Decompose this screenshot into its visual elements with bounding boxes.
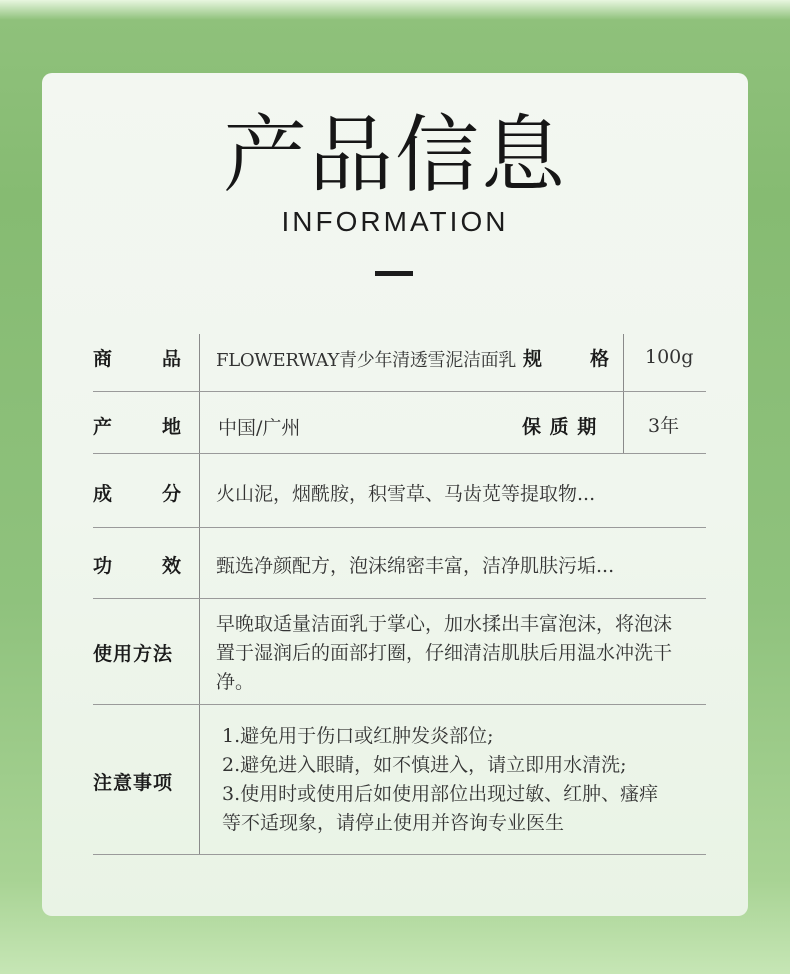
info-table	[93, 334, 706, 855]
row-divider	[199, 334, 200, 391]
ingredients-value: 火山泥，烟酰胺，积雪草、马齿苋等提取物...	[216, 483, 596, 505]
row-divider	[199, 454, 200, 527]
title-divider	[375, 271, 413, 276]
row-divider	[199, 392, 200, 453]
usage-value	[216, 610, 672, 697]
label-efficacy: 功 效	[93, 555, 181, 577]
row-divider	[199, 599, 200, 704]
shelf-life-value: 3年	[648, 415, 680, 437]
usage-line: 早晚取适量洁面乳于掌心，加水揉出丰富泡沫，将泡沫	[216, 613, 673, 635]
table-row-ingredients	[93, 454, 706, 528]
row-divider	[623, 334, 624, 391]
label-origin: 产 地	[93, 416, 181, 438]
row-divider	[199, 705, 200, 854]
page-title: 产品信息	[222, 106, 567, 204]
page-subtitle: INFORMATION	[281, 206, 509, 237]
table-row-product	[93, 334, 706, 392]
table-row-origin	[93, 392, 706, 454]
table-row-notes	[93, 705, 706, 855]
label-spec: 规 格	[523, 348, 609, 370]
notes-line: 2.避免进入眼睛，如不慎进入，请立即用水清洗;	[222, 754, 627, 776]
table-row-usage	[93, 599, 706, 705]
label-notes: 注意事项	[93, 772, 174, 794]
label-product: 商 品	[93, 348, 181, 370]
notes-line: 3.使用时或使用后如使用部位出现过敏、红肿、瘙痒	[222, 783, 659, 805]
notes-line: 1.避免用于伤口或红肿发炎部位;	[222, 725, 494, 747]
info-card	[42, 73, 748, 916]
label-ingredients: 成 分	[93, 483, 181, 505]
usage-line: 净。	[216, 671, 255, 693]
table-row-efficacy	[93, 528, 706, 599]
spec-value: 100g	[645, 346, 694, 368]
product-name: FLOWERWAY青少年清透雪泥洁面乳	[216, 350, 517, 371]
row-divider	[199, 528, 200, 598]
efficacy-value: 甄选净颜配方，泡沫绵密丰富，洁净肌肤污垢...	[216, 555, 615, 577]
usage-line: 置于湿润后的面部打圈，仔细清洁肌肤后用温水冲洗干	[216, 642, 673, 664]
label-shelf-life: 保 质 期	[522, 416, 598, 438]
row-divider	[623, 392, 624, 453]
notes-line: 等不适现象，请停止使用并咨询专业医生	[222, 812, 565, 834]
origin-value: 中国/广州	[218, 417, 301, 439]
label-usage: 使用方法	[93, 643, 174, 665]
notes-value	[222, 722, 658, 838]
